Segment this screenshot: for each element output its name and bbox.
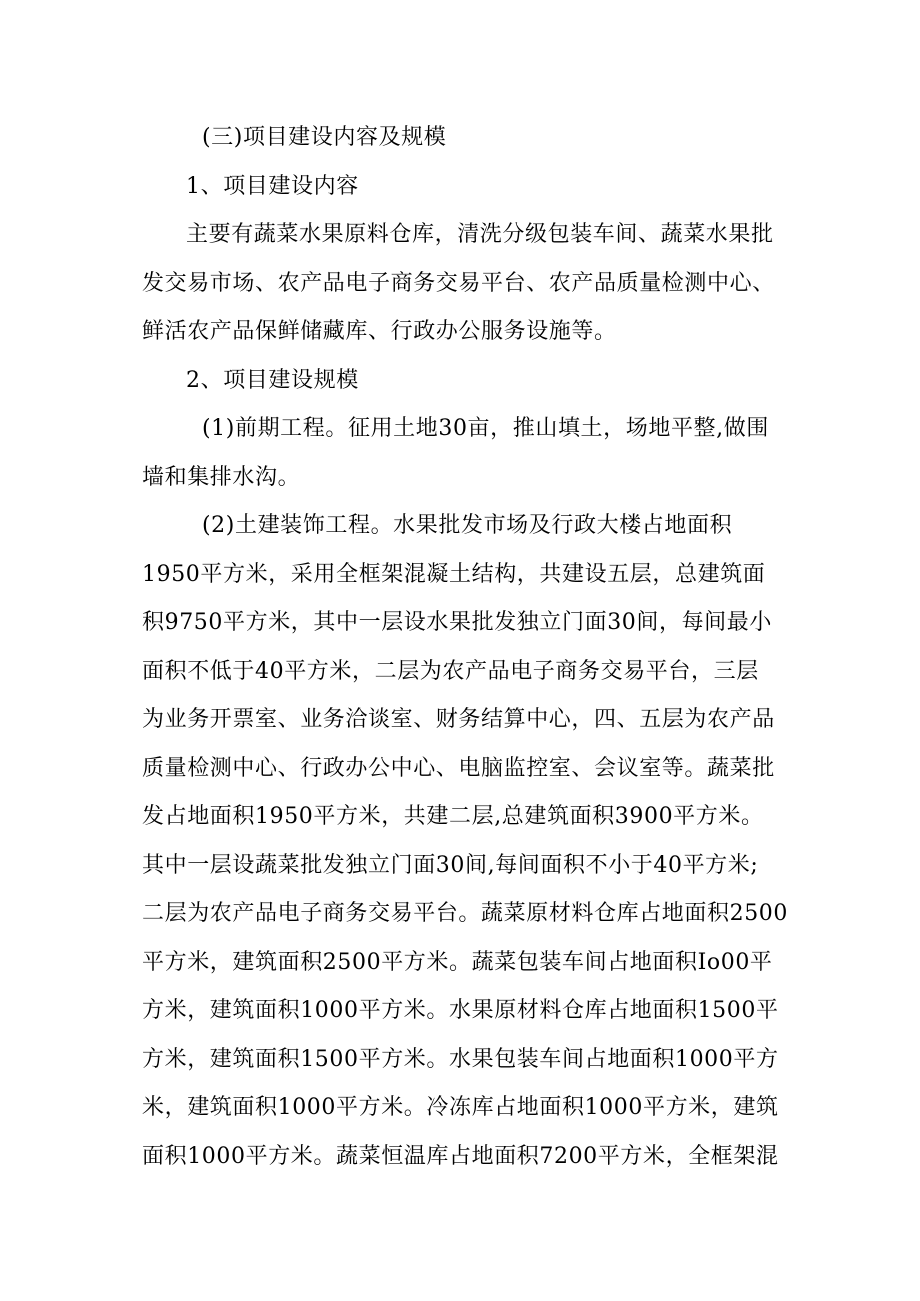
item-2-line: 发占地面积1950平方米，共建二层,总建筑面积3900平方米。: [142, 804, 764, 829]
item-2-line: (2)土建装饰工程。水果批发市场及行政大楼占地面积: [202, 513, 733, 538]
item-2-line: 质量检测中心、行政办公中心、电脑监控室、会议室等。蔬菜批: [142, 755, 775, 781]
paragraph-line: 鲜活农产品保鲜储藏库、行政办公服务设施等。: [142, 319, 617, 344]
subsection-heading-construction-scale: 2、项目建设规模: [186, 367, 359, 393]
paragraph-line: 发交易市场、农产品电子商务交易平台、农产品质量检测中心、: [142, 270, 775, 296]
section-heading: (三)项目建设内容及规模: [202, 125, 447, 150]
item-2-line: 其中一层设蔬菜批发独立门面30间,每间面积不小于40平方米;: [142, 852, 759, 878]
paragraph-line: 主要有蔬菜水果原料仓库，清洗分级包装车间、蔬菜水果批: [186, 222, 774, 247]
item-1-line: 墙和集排水沟。: [142, 464, 301, 490]
item-2-line: 为业务开票室、业务洽谈室、财务结算中心，四、五层为农产品: [142, 707, 775, 732]
item-2-line: 1950平方米，采用全框架混凝土结构，共建设五层，总建筑面: [142, 561, 766, 587]
item-1-line: (1)前期工程。征用土地30亩，推山填土，场地平整,做围: [202, 416, 769, 441]
item-2-line: 方米，建筑面积1000平方米。水果原材料仓库占地面积1500平: [142, 998, 779, 1023]
item-2-line: 米，建筑面积1000平方米。冷冻库占地面积1000平方米，建筑: [142, 1095, 779, 1120]
subsection-heading-construction-content: 1、项目建设内容: [186, 173, 359, 199]
item-2-line: 面积1000平方米。蔬菜恒温库占地面积7200平方米，全框架混: [142, 1143, 779, 1169]
item-2-line: 二层为农产品电子商务交易平台。蔬菜原材料仓库占地面积2500: [142, 901, 788, 926]
document-body: [142, 114, 792, 1181]
item-2-line: 积9750平方米，其中一层设水果批发独立门面30间，每间最小: [142, 610, 772, 635]
item-2-line: 方米，建筑面积1500平方米。水果包装车间占地面积1000平方: [142, 1046, 779, 1072]
item-2-line: 平方米，建筑面积2500平方米。蔬菜包装车间占地面积Io00平: [142, 949, 773, 975]
item-2-line: 面积不低于40平方米，二层为农产品电子商务交易平台，三层: [142, 658, 759, 684]
